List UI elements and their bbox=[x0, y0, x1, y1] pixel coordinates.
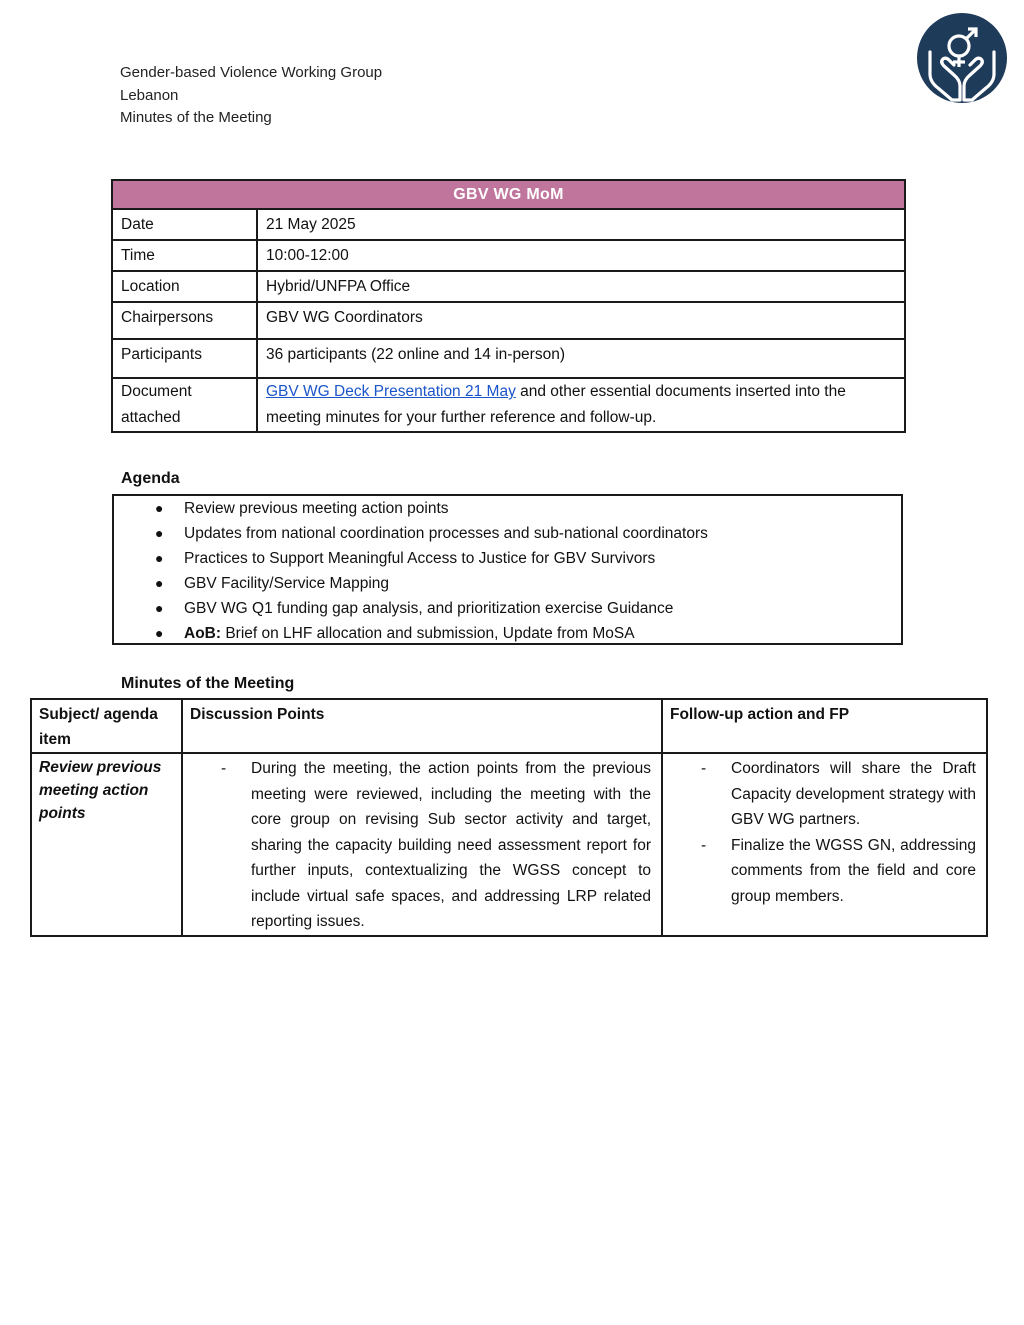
document-title: Minutes of the Meeting bbox=[120, 109, 272, 126]
table-row bbox=[112, 271, 905, 302]
list-item bbox=[114, 521, 901, 546]
minutes-table bbox=[30, 698, 988, 937]
table-row bbox=[112, 378, 905, 432]
date-label: Date bbox=[112, 209, 257, 240]
bullet-icon: ● bbox=[155, 600, 164, 616]
column-header-follow-up: Follow-up action and FP bbox=[662, 699, 987, 753]
column-header-subject: Subject/ agenda item bbox=[31, 699, 182, 753]
agenda-heading: Agenda bbox=[121, 470, 180, 487]
agenda-box bbox=[112, 494, 903, 645]
meeting-info-title: GBV WG MoM bbox=[112, 180, 905, 209]
date-value: 21 May 2025 bbox=[257, 209, 905, 240]
country-name: Lebanon bbox=[120, 86, 179, 104]
document-attached-value bbox=[257, 378, 905, 432]
agenda-item-text: Brief on LHF allocation and submission, Update from MoSA bbox=[221, 625, 635, 642]
participants-label: Participants bbox=[112, 339, 257, 378]
list-item bbox=[114, 546, 901, 571]
column-header-discussion: Discussion Points bbox=[182, 699, 662, 753]
deck-presentation-link[interactable]: GBV WG Deck Presentation 21 May bbox=[266, 383, 516, 400]
agenda-list bbox=[114, 496, 901, 646]
list-item bbox=[114, 496, 901, 521]
agenda-item-text: GBV Facility/Service Mapping bbox=[184, 575, 390, 592]
agenda-item-text: Review previous meeting action points bbox=[184, 500, 449, 517]
follow-up-action: Finalize the WGSS GN, addressing comments from the field and core group members. bbox=[731, 836, 976, 905]
table-row bbox=[112, 209, 905, 240]
table-row bbox=[31, 753, 987, 936]
document-header bbox=[120, 62, 382, 130]
document-note: and other essential documents inserted into the meeting minutes for your further reference and follow-up. bbox=[266, 383, 846, 426]
bullet-icon: ● bbox=[155, 625, 164, 641]
bullet-icon: ● bbox=[155, 500, 164, 516]
table-row bbox=[112, 339, 905, 378]
list-item bbox=[114, 621, 901, 646]
follow-up-cell bbox=[662, 753, 987, 936]
list-item: - Coordinators will share the Draft Capacity development strategy with GBV WG partners. bbox=[701, 760, 976, 828]
list-item bbox=[114, 596, 901, 621]
time-value: 10:00-12:00 bbox=[257, 240, 905, 271]
bullet-icon: ● bbox=[155, 575, 164, 591]
document-attached-label: Document attached bbox=[112, 378, 257, 432]
agenda-item-text: Practices to Support Meaningful Access to Justice for GBV Survivors bbox=[184, 550, 656, 567]
meeting-info-table bbox=[111, 179, 906, 433]
follow-up-action: Coordinators will share the Draft Capacity development strategy with GBV WG partners. bbox=[731, 760, 976, 828]
subject-cell: Review previous meeting action points bbox=[31, 753, 182, 936]
agenda-item-text: GBV WG Q1 funding gap analysis, and prioritization exercise Guidance bbox=[184, 600, 674, 617]
time-label: Time bbox=[112, 240, 257, 271]
table-row bbox=[112, 240, 905, 271]
location-label: Location bbox=[112, 271, 257, 302]
discussion-point: During the meeting, the action points from the previous meeting were reviewed, including the meeting with the core group on revising Sub sector activity and target, sharing the capacity building need assessment report for further inputs, contextualizing the WGSS concept to include virtual safe spaces, and addressing LRP related reporting issues. bbox=[251, 760, 651, 930]
participants-value: 36 participants (22 online and 14 in-person) bbox=[257, 339, 905, 378]
table-header-row bbox=[31, 699, 987, 753]
list-item bbox=[114, 571, 901, 596]
org-name: Gender-based Violence Working Group bbox=[120, 64, 383, 81]
bullet-icon: ● bbox=[155, 550, 164, 566]
aob-label: AoB: bbox=[184, 625, 222, 642]
chairpersons-value: GBV WG Coordinators bbox=[257, 302, 905, 339]
list-item: - During the meeting, the action points from the previous meeting were reviewed, including the meeting with the core group on revising Sub sector activity and target, sharing the capacity building need assessment report for further inputs, contextualizing the WGSS concept to include virtual safe spaces, and addressing LRP related reporting issues. bbox=[221, 760, 651, 930]
minutes-heading: Minutes of the Meeting bbox=[121, 675, 295, 692]
discussion-cell bbox=[182, 753, 662, 936]
chairpersons-label: Chairpersons bbox=[112, 302, 257, 339]
list-item: - Finalize the WGSS GN, addressing comments from the field and core group members. bbox=[701, 836, 976, 905]
agenda-item-text: Updates from national coordination processes and sub-national coordinators bbox=[184, 525, 708, 542]
table-row bbox=[112, 302, 905, 339]
gender-symbol-in-hands-icon bbox=[916, 12, 1008, 104]
location-value: Hybrid/UNFPA Office bbox=[257, 271, 905, 302]
bullet-icon: ● bbox=[155, 525, 164, 541]
